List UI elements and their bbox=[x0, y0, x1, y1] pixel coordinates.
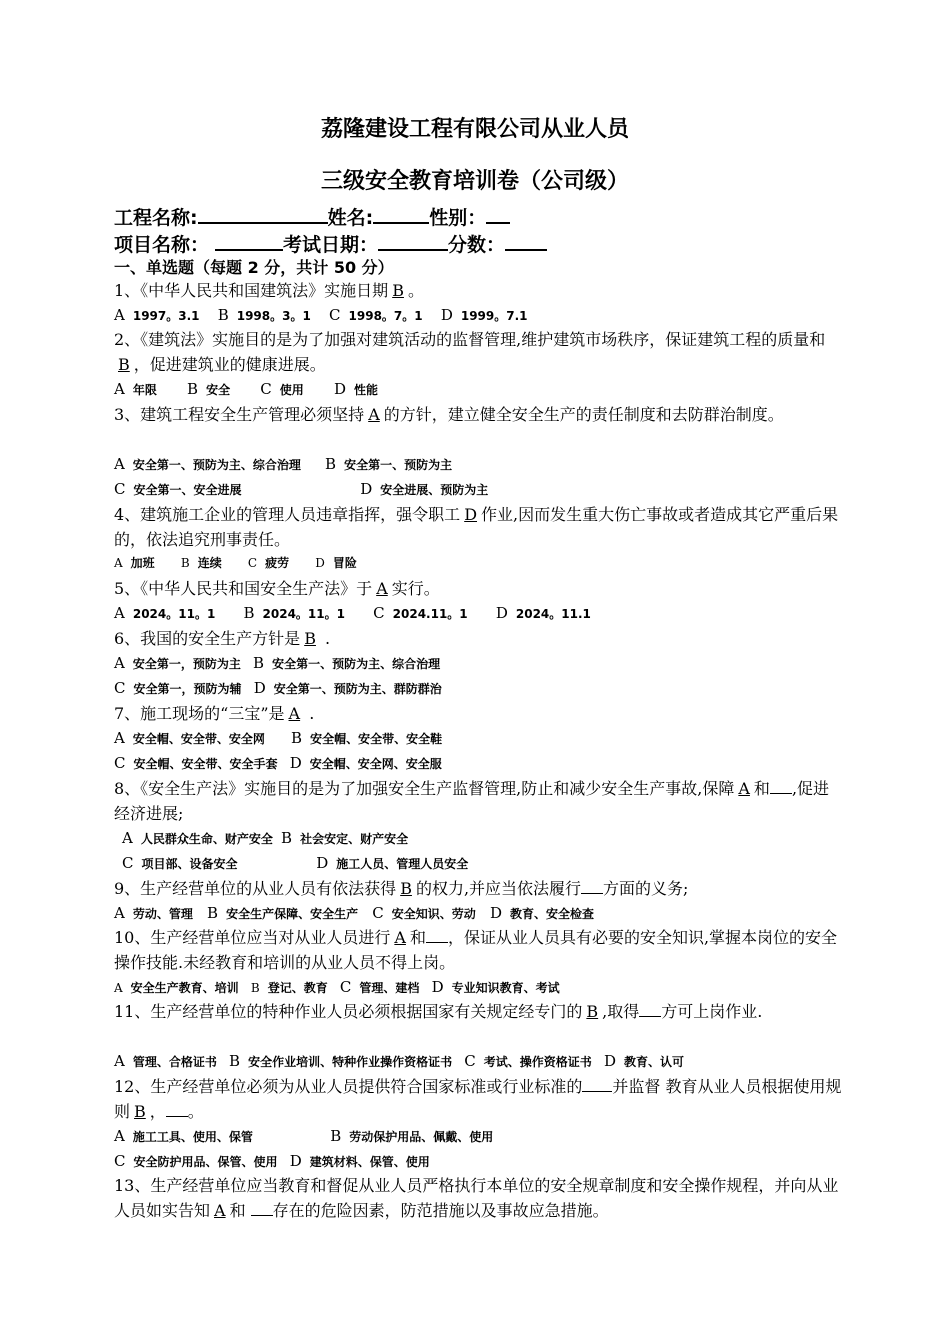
options-q6-row1 bbox=[114, 654, 454, 672]
option[interactable]: D 安全进展、预防为主 bbox=[360, 480, 489, 498]
name-label: 姓名: bbox=[327, 207, 374, 229]
options-q8-row1 bbox=[122, 829, 422, 847]
options-q5 bbox=[114, 604, 605, 622]
option[interactable]: A 人民群众生命、财产安全 bbox=[122, 829, 273, 847]
question-6: 6、我国的安全生产方针是 B . bbox=[114, 629, 331, 648]
option[interactable]: B 社会安定、财产安全 bbox=[281, 829, 409, 847]
answer[interactable]: B bbox=[586, 1002, 599, 1021]
header-row-1 bbox=[114, 203, 510, 230]
option[interactable]: D 专业知识教育、考试 bbox=[431, 978, 560, 996]
blank[interactable] bbox=[426, 928, 448, 943]
exam-date-field[interactable] bbox=[378, 231, 448, 251]
option[interactable]: B 安全帽、安全带、安全鞋 bbox=[291, 729, 443, 747]
answer[interactable]: A bbox=[288, 704, 301, 723]
option[interactable]: A 2024。11。1 bbox=[114, 604, 216, 622]
option[interactable]: D 建筑材料、保管、使用 bbox=[289, 1152, 430, 1170]
answer[interactable]: A bbox=[368, 405, 380, 424]
answer[interactable]: B bbox=[392, 281, 404, 300]
option[interactable]: A 施工工具、使用、保管 bbox=[114, 1127, 253, 1145]
option[interactable]: C 1998。7。1 bbox=[329, 306, 423, 324]
option[interactable]: C 使用 bbox=[260, 380, 304, 398]
option[interactable]: B 连续 bbox=[180, 556, 222, 570]
answer[interactable]: A bbox=[738, 779, 750, 798]
option[interactable]: C 安全知识、劳动 bbox=[372, 904, 476, 922]
section-heading: 一、单选题（每题 2 分，共计 50 分） bbox=[114, 258, 394, 277]
score-field[interactable] bbox=[505, 231, 547, 251]
answer[interactable]: B bbox=[118, 355, 130, 374]
options-q9 bbox=[114, 904, 608, 922]
question-8: 8、《安全生产法》实施目的是为了加强安全生产监督管理,防止和减少安全生产事故,保障 A 和 ,促进经济进展; bbox=[114, 779, 830, 823]
option[interactable]: A 安全帽、安全带、安全网 bbox=[114, 729, 265, 747]
option[interactable]: B 安全第一、预防为主 bbox=[325, 455, 453, 473]
question-13: 13、生产经营单位应当教育和督促从业人员严格执行本单位的安全规章制度和安全操作规程，并向从业人员如实告知 A 和 存在的危险因素，防范措施以及事故应急措施。 bbox=[114, 1176, 839, 1220]
option[interactable]: C 疲劳 bbox=[247, 556, 290, 570]
option[interactable]: C 安全帽、安全带、安全手套 bbox=[114, 754, 278, 772]
option[interactable]: C 项目部、设备安全 bbox=[122, 854, 238, 872]
option[interactable]: D 性能 bbox=[333, 380, 379, 398]
option[interactable]: A 劳动、管理 bbox=[114, 904, 193, 922]
blank[interactable] bbox=[582, 1077, 612, 1092]
option[interactable]: B 2024。11。1 bbox=[243, 604, 345, 622]
options-q2 bbox=[114, 380, 392, 398]
option[interactable]: A 安全第一、预防为主、综合治理 bbox=[114, 455, 301, 473]
options-q12-row2 bbox=[114, 1152, 444, 1170]
answer[interactable]: D bbox=[464, 505, 478, 524]
question-4: 4、建筑施工企业的管理人员违章指挥，强令职工 D 作业,因而发生重大伤亡事故或者造成其它严重后果的，依法追究刑事责任。 bbox=[114, 505, 839, 549]
options-q8-row2 bbox=[122, 854, 482, 872]
answer[interactable]: A bbox=[376, 579, 388, 598]
header-row-2 bbox=[114, 230, 547, 257]
option[interactable]: C 安全防护用品、保管、使用 bbox=[114, 1152, 278, 1170]
option[interactable]: D 安全第一、预防为主、群防群治 bbox=[253, 679, 442, 697]
blank[interactable] bbox=[251, 1201, 273, 1216]
option[interactable]: D 教育、安全检查 bbox=[489, 904, 595, 922]
answer[interactable]: A bbox=[394, 928, 406, 947]
answer[interactable]: B bbox=[304, 629, 316, 648]
question-1: 1、《中华人民共和国建筑法》实施日期 B 。 bbox=[114, 281, 424, 300]
option[interactable]: C 管理、建档 bbox=[339, 978, 420, 996]
blank[interactable] bbox=[639, 1002, 661, 1017]
question-3: 3、建筑工程安全生产管理必须坚持 A 的方针，建立健全安全生产的责任制度和去防群治制度。 bbox=[114, 405, 784, 424]
option[interactable]: D 冒险 bbox=[315, 556, 357, 570]
name-field[interactable] bbox=[373, 204, 429, 224]
option[interactable]: C 安全第一，预防为辅 bbox=[114, 679, 242, 697]
question-9: 9、生产经营单位的从业人员有依法获得 B 的权力,并应当依法履行 方面的义务; bbox=[114, 879, 689, 898]
option[interactable]: A 管理、合格证书 bbox=[114, 1052, 217, 1070]
options-q6-row2 bbox=[114, 679, 456, 697]
title-line-2: 三级安全教育培训卷（公司级） bbox=[320, 169, 629, 194]
project-name-field[interactable] bbox=[198, 204, 328, 224]
option[interactable]: B 劳动保护用品、佩戴、使用 bbox=[330, 1127, 494, 1145]
answer[interactable]: B bbox=[400, 879, 412, 898]
answer[interactable]: B bbox=[134, 1102, 146, 1121]
option[interactable]: A 安全生产教育、培训 bbox=[114, 981, 239, 995]
option[interactable]: C 安全第一、安全进展 bbox=[114, 480, 242, 498]
question-2: 2、《建筑法》实施目的是为了加强对建筑活动的监督管理,维护建筑市场秩序，保证建筑工程的质量和B ，促进建筑业的健康进展。 bbox=[114, 330, 826, 374]
project-name-label: 工程名称: bbox=[114, 207, 198, 229]
item-name-label: 项目名称： bbox=[114, 234, 210, 256]
option[interactable]: D 施工人员、管理人员安全 bbox=[316, 854, 469, 872]
options-q11 bbox=[114, 1052, 698, 1070]
question-10: 10、生产经营单位应当对从业人员进行 A 和 ，保证从业人员具有必要的安全知识,掌握本岗位的安全操作技能.未经教育和培训的从业人员不得上岗。 bbox=[114, 928, 838, 972]
option[interactable]: A 安全第一，预防为主 bbox=[114, 654, 241, 672]
options-q7-row2 bbox=[114, 754, 456, 772]
score-label: 分数： bbox=[448, 234, 506, 256]
option[interactable]: A 1997。3.1 bbox=[114, 306, 200, 324]
option[interactable]: C 2024.11。1 bbox=[373, 604, 468, 622]
option[interactable]: B 安全 bbox=[187, 380, 231, 398]
options-q10 bbox=[114, 978, 574, 996]
question-11: 11、生产经营单位的特种作业人员必须根据国家有关规定经专门的 B ,取得 方可上岗作业. bbox=[114, 1002, 763, 1021]
question-12: 12、生产经营单位必须为从业人员提供符合国家标准或行业标准的 并监督 教育从业人员根据使用规则 B ， 。 bbox=[114, 1077, 842, 1121]
blank[interactable] bbox=[166, 1102, 188, 1117]
gender-field[interactable] bbox=[486, 204, 510, 224]
option[interactable]: B 安全作业培训、特种作业操作资格证书 bbox=[229, 1052, 453, 1070]
options-q4 bbox=[114, 554, 371, 571]
option[interactable]: B 安全生产保障、安全生产 bbox=[207, 904, 359, 922]
option[interactable]: D 教育、认可 bbox=[603, 1052, 685, 1070]
question-5: 5、《中华人民共和国安全生产法》于 A 实行。 bbox=[114, 579, 440, 598]
option[interactable]: D 1999。7.1 bbox=[440, 306, 528, 324]
options-q3-row2 bbox=[114, 480, 502, 498]
option[interactable]: B 登记、教育 bbox=[250, 981, 328, 995]
item-name-field[interactable] bbox=[215, 231, 283, 251]
answer[interactable]: A bbox=[214, 1201, 226, 1220]
option[interactable]: A 年限 bbox=[114, 380, 157, 398]
options-q7-row1 bbox=[114, 729, 456, 747]
options-q3-row1 bbox=[114, 455, 466, 473]
option[interactable]: B 安全第一、预防为主、综合治理 bbox=[253, 654, 441, 672]
option[interactable]: D 2024。11.1 bbox=[495, 604, 591, 622]
option[interactable]: A 加班 bbox=[114, 556, 155, 570]
title-line-1: 荔隆建设工程有限公司从业人员 bbox=[320, 117, 629, 142]
exam-date-label: 考试日期： bbox=[283, 234, 379, 256]
gender-label: 性别： bbox=[429, 207, 487, 229]
option[interactable]: B 1998。3。1 bbox=[217, 306, 311, 324]
blank[interactable] bbox=[581, 879, 603, 894]
question-7: 7、施工现场的“三宝”是 A . bbox=[114, 704, 315, 723]
blank[interactable] bbox=[770, 779, 792, 794]
options-q1 bbox=[114, 306, 542, 324]
option[interactable]: D 安全帽、安全网、安全服 bbox=[289, 754, 442, 772]
options-q12-row1 bbox=[114, 1127, 507, 1145]
option[interactable]: C 考试、操作资格证书 bbox=[464, 1052, 592, 1070]
